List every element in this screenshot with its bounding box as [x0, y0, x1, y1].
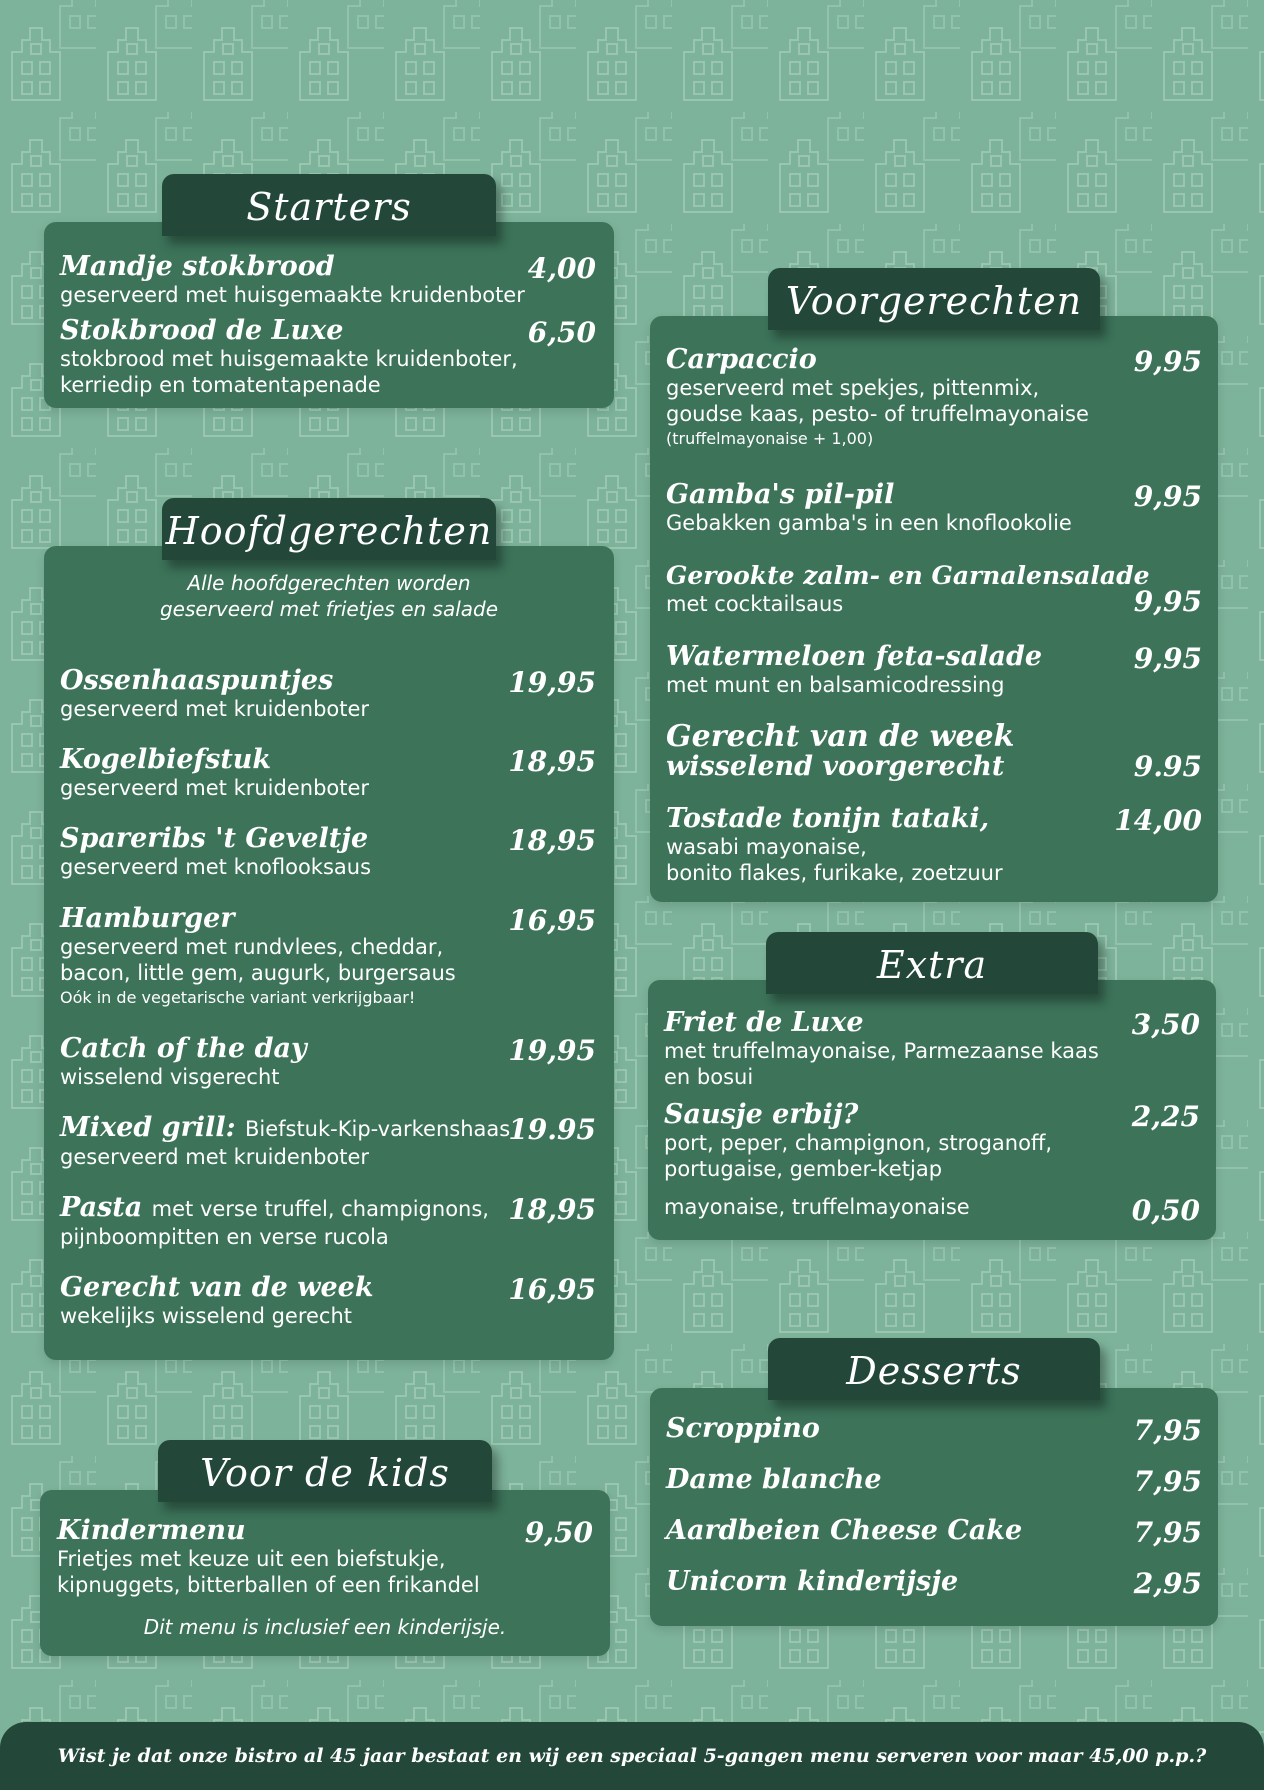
item-price: 6,50	[527, 316, 596, 349]
item-price: 18,95	[508, 824, 596, 857]
item-footnote: (truffelmayonaise + 1,00)	[666, 429, 874, 448]
item-price: 14,00	[1114, 804, 1202, 837]
menu-item-pasta	[60, 1193, 596, 1250]
item-name-detail: Biefstuk-Kip-varkenshaas	[244, 1117, 511, 1141]
menu-item-mayonaise	[664, 1194, 1200, 1227]
menu-item-friet-de-luxe	[664, 1008, 1200, 1090]
item-price: 16,95	[508, 904, 596, 937]
item-description: met truffelmayonaise, Parmezaanse kaas	[664, 1039, 1099, 1063]
menu-item-gerecht-van-de-week	[60, 1273, 596, 1329]
footer-banner: Wist je dat onze bistro al 45 jaar bestaat en wij een speciaal 5-gangen menu serveren voor maar 45,00 p.p.?	[0, 1722, 1264, 1790]
item-name: Unicorn kinderijsje	[666, 1566, 959, 1597]
item-price: 9,95	[1133, 585, 1202, 618]
item-price: 9,95	[1133, 345, 1202, 378]
hoofdgerechten-note	[44, 570, 614, 622]
item-price: 0,50	[1131, 1194, 1200, 1227]
item-description: bacon, little gem, augurk, burgersaus	[60, 961, 456, 985]
menu-item-tostade-tonijn-tataki	[666, 804, 1202, 886]
item-name: Mandje stokbrood	[60, 251, 335, 282]
item-name: Gerecht van de week	[666, 719, 1015, 754]
item-name: Ossenhaaspuntjes	[60, 665, 334, 696]
menu-item-sausje-erbij	[664, 1100, 1200, 1182]
item-description: geserveerd met huisgemaakte kruidenboter	[60, 283, 525, 307]
item-price: 16,95	[508, 1273, 596, 1306]
item-name: Gerookte zalm- en Garnalensalade	[666, 561, 1150, 590]
item-description: geserveerd met rundvlees, cheddar,	[60, 935, 444, 959]
menu-item-unicorn-kinderijsje	[666, 1566, 1202, 1600]
item-footnote: Oók in de vegetarische variant verkrijgbaar!	[60, 988, 416, 1007]
item-description: portugaise, gember-ketjap	[664, 1157, 943, 1181]
item-description: kipnuggets, bitterballen of een frikandel	[57, 1573, 480, 1597]
item-description: pijnboompitten en verse rucola	[60, 1225, 389, 1249]
item-name-detail: met verse truffel, champignons,	[151, 1197, 489, 1221]
menu-item-mandje-stokbrood	[60, 252, 596, 308]
menu-item-kindermenu	[57, 1516, 593, 1598]
menu-item-kogelbiefstuk	[60, 745, 596, 801]
item-name: Watermeloen feta-salade	[666, 641, 1043, 672]
item-name: Gerecht van de week	[60, 1272, 374, 1303]
starters-heading: Starters	[162, 174, 496, 236]
item-price: 9.95	[1133, 750, 1202, 783]
item-description: wisselend visgerecht	[60, 1065, 280, 1089]
item-name: Dame blanche	[666, 1464, 882, 1495]
item-description: stokbrood met huisgemaakte kruidenboter,	[60, 347, 518, 371]
item-description: wasabi mayonaise,	[666, 835, 867, 859]
item-name: Stokbrood de Luxe	[60, 315, 344, 346]
item-price: 18,95	[508, 1193, 596, 1226]
item-description: kerriedip en tomatentapenade	[60, 373, 381, 397]
item-name: Gamba's pil-pil	[666, 479, 895, 510]
item-name: Friet de Luxe	[664, 1007, 864, 1038]
menu-item-spareribs	[60, 824, 596, 880]
item-description: geserveerd met spekjes, pittenmix,	[666, 376, 1040, 400]
item-name: Catch of the day	[60, 1033, 307, 1064]
item-price: 2,25	[1131, 1100, 1200, 1133]
item-description: port, peper, champignon, stroganoff,	[664, 1131, 1053, 1155]
voorgerechten-heading: Voorgerechten	[768, 268, 1100, 330]
item-price: 2,95	[1133, 1567, 1202, 1600]
menu-item-hamburger	[60, 904, 596, 1010]
extra-heading: Extra	[766, 932, 1098, 994]
item-price: 18,95	[508, 745, 596, 778]
item-price: 7,95	[1133, 1465, 1202, 1498]
item-description: geserveerd met kruidenboter	[60, 776, 370, 800]
item-description: geserveerd met kruidenboter	[60, 697, 370, 721]
item-price: 19.95	[508, 1113, 596, 1146]
item-description: Frietjes met keuze uit een biefstukje,	[57, 1547, 446, 1571]
item-description: goudse kaas, pesto- of truffelmayonaise	[666, 402, 1089, 426]
item-description: wekelijks wisselend gerecht	[60, 1304, 353, 1328]
menu-item-aardbeien-cheese-cake	[666, 1515, 1202, 1549]
item-price: 9,50	[524, 1516, 593, 1549]
item-price: 4,00	[527, 252, 596, 285]
item-name-text: Mixed grill:	[60, 1112, 236, 1143]
item-name: Kogelbiefstuk	[60, 744, 272, 775]
item-name-second-line: wisselend voorgerecht	[666, 751, 1005, 782]
item-name: Sausje erbij?	[664, 1099, 859, 1130]
note-line: geserveerd met frietjes en salade	[159, 597, 499, 621]
menu-item-scroppino	[666, 1413, 1202, 1447]
item-name: Hamburger	[60, 903, 235, 934]
menu-item-catch-of-the-day	[60, 1034, 596, 1090]
item-price: 9,95	[1133, 480, 1202, 513]
menu-item-stokbrood-de-luxe	[60, 316, 596, 398]
item-description: en bosui	[664, 1065, 754, 1089]
menu-item-gerecht-van-de-week-voorgerecht	[666, 719, 1202, 783]
item-name: Aardbeien Cheese Cake	[666, 1515, 1023, 1546]
item-name: Tostade tonijn tataki,	[666, 803, 990, 834]
note-line: Alle hoofdgerechten worden	[187, 571, 471, 595]
menu-item-watermeloen-feta-salade	[666, 642, 1202, 698]
item-description: geserveerd met kruidenboter	[60, 1145, 370, 1169]
menu-item-gambas-pil-pil	[666, 480, 1202, 536]
item-description: Gebakken gamba's in een knoflookolie	[666, 511, 1072, 535]
item-name-text: Pasta	[60, 1192, 143, 1223]
item-price: 7,95	[1133, 1414, 1202, 1447]
item-description: mayonaise, truffelmayonaise	[664, 1195, 970, 1219]
item-description: met munt en balsamicodressing	[666, 673, 1005, 697]
menu-item-mixed-grill	[60, 1113, 596, 1170]
item-name: Kindermenu	[57, 1515, 246, 1546]
menu-item-carpaccio	[666, 345, 1202, 451]
kids-note: Dit menu is inclusief een kinderijsje.	[143, 1615, 507, 1639]
desserts-heading: Desserts	[768, 1338, 1100, 1400]
item-description: bonito flakes, furikake, zoetzuur	[666, 861, 1003, 885]
item-price: 19,95	[508, 1034, 596, 1067]
item-price: 3,50	[1131, 1008, 1200, 1041]
item-price: 19,95	[508, 666, 596, 699]
menu-item-gerookte-zalm	[666, 561, 1202, 617]
item-name: Spareribs 't Geveltje	[60, 823, 369, 854]
voor-de-kids-heading: Voor de kids	[158, 1440, 492, 1502]
item-description: met cocktailsaus	[666, 592, 844, 616]
item-name: Scroppino	[666, 1413, 820, 1444]
item-description: geserveerd met knoflooksaus	[60, 855, 372, 879]
item-name: Carpaccio	[666, 344, 817, 375]
hoofdgerechten-heading: Hoofdgerechten	[162, 498, 496, 560]
menu-item-ossenhaaspuntjes	[60, 666, 596, 722]
item-price: 9,95	[1133, 642, 1202, 675]
menu-item-dame-blanche	[666, 1464, 1202, 1498]
item-price: 7,95	[1133, 1516, 1202, 1549]
